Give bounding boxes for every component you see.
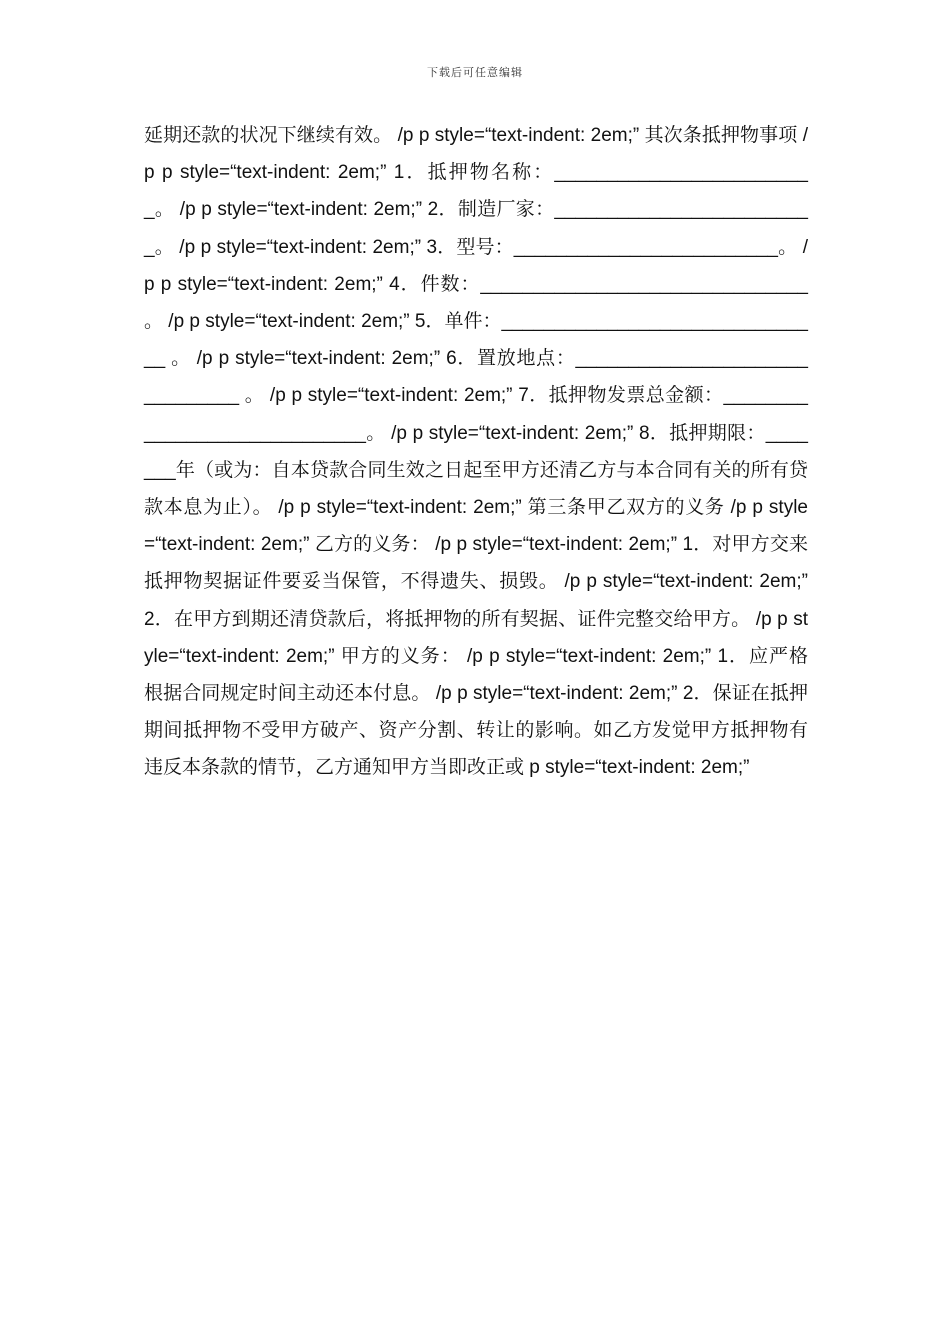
- page-header-note: 下载后可任意编辑: [427, 66, 523, 79]
- document-body-text: 延期还款的状况下继续有效。 /p p style=“text-indent: 2em;” 其次条抵押物事项 /p p style=“text-indent: 2em;” 1．抵押物名称：_________________________。 /p p style=“text-indent: 2em;” 2．制造厂家：_________________________。 /p p style=“text-indent: 2em;” 3．型号：_________________________。 /p p style=“text-indent: 2em;” 4．件数：_______________________________ 。 /p p style=“text-indent: 2em;” 5．单件：_______________________________ 。 /p p style=“text-indent: 2em;” 6．置放地点：_______________________________ 。 /p p style=“text-indent: 2em;” 7．抵押物发票总金额：_____________________________。 /p p style=“text-indent: 2em;” 8．抵押期限：_______年（或为：自本贷款合同生效之日起至甲方还清乙方与本合同有关的所有贷款本息为止）。 /p p style=“text-indent: 2em;” 第三条甲乙双方的义务 /p p style=“text-indent: 2em;” 乙方的义务： /p p style=“text-indent: 2em;” 1．对甲方交来抵押物契据证件要妥当保管，不得遗失、损毁。 /p p style=“text-indent: 2em;” 2．在甲方到期还清贷款后，将抵押物的所有契据、证件完整交给甲方。 /p p style=“text-indent: 2em;” 甲方的义务： /p p style=“text-indent: 2em;” 1．应严格根据合同规定时间主动还本付息。 /p p style=“text-indent: 2em;” 2．保证在抵押期间抵押物不受甲方破产、资产分割、转让的影响。如乙方发觉甲方抵押物有违反本条款的情节，乙方通知甲方当即改正或 p style=“text-indent: 2em;”: [144, 125, 808, 779]
